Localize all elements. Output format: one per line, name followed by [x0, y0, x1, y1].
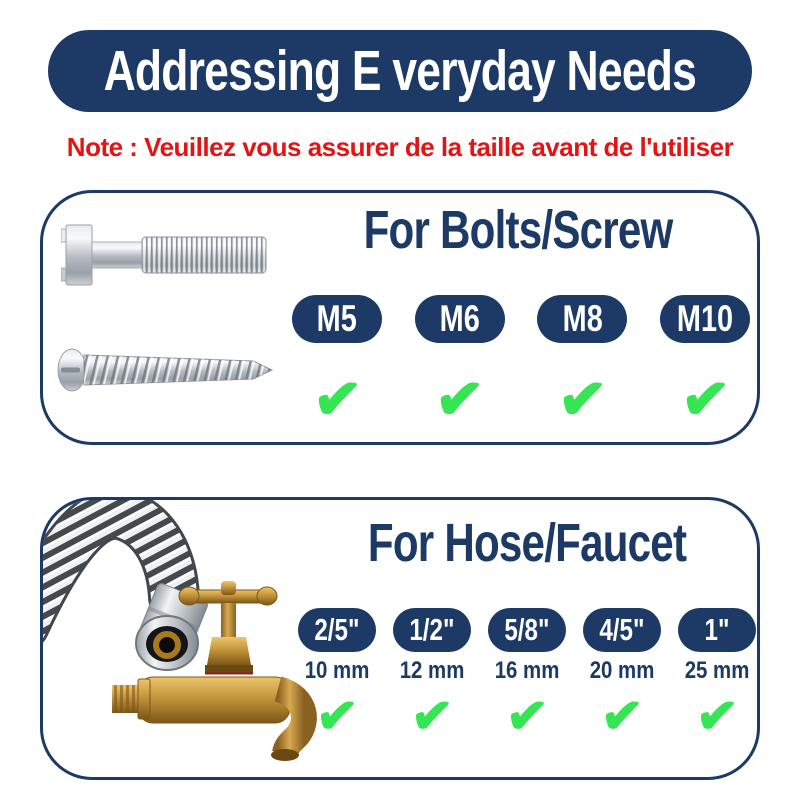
size-badge-label: M8 — [562, 298, 603, 339]
bolt-size-m8 — [530, 295, 634, 434]
pan-head-screw-icon — [57, 348, 277, 392]
size-badge-label: M6 — [439, 298, 480, 339]
size-badge — [393, 608, 471, 652]
hose-size-1-2in — [388, 608, 476, 746]
check-icon: ✔ — [310, 365, 364, 434]
hose-card-title — [288, 512, 760, 574]
bolt-size-m6 — [408, 295, 512, 434]
check-icon: ✔ — [433, 365, 487, 434]
check-icon: ✔ — [409, 686, 455, 746]
bolts-card-title — [278, 199, 758, 261]
check-icon: ✔ — [555, 365, 609, 434]
bolt-size-m10 — [653, 295, 757, 434]
note-line — [0, 132, 800, 163]
size-badge-label: 5/8" — [504, 612, 550, 647]
size-badge — [488, 608, 566, 652]
check-icon: ✔ — [678, 365, 732, 434]
mm-label: 10 mm — [304, 657, 370, 684]
size-badge — [292, 295, 382, 343]
check-icon: ✔ — [504, 686, 550, 746]
size-badge-label: 1" — [704, 612, 730, 647]
size-badge — [537, 295, 627, 343]
bolts-screw-card — [40, 190, 760, 445]
mm-label: 20 mm — [589, 657, 655, 684]
bolt-sizes-row — [285, 295, 757, 434]
check-icon: ✔ — [599, 686, 645, 746]
hose-size-2-5in — [293, 608, 381, 746]
hose-sizes-row — [293, 608, 760, 746]
size-badge-label: 2/5" — [314, 612, 360, 647]
bolts-card-title-text: For Bolts/Screw — [363, 200, 673, 260]
hose-card-title-text: For Hose/Faucet — [367, 513, 687, 573]
check-icon: ✔ — [314, 686, 360, 746]
size-badge — [298, 608, 376, 652]
size-badge — [678, 608, 756, 652]
size-badge-label: M5 — [316, 298, 358, 339]
note-text: Note : Veuillez vous assurer de la taille avant de l'utiliser — [66, 132, 734, 162]
mm-label: 25 mm — [684, 657, 750, 684]
header-banner — [48, 30, 752, 112]
size-badge-label: M10 — [676, 298, 734, 339]
size-badge — [415, 295, 505, 343]
hex-bolt-icon — [61, 223, 269, 287]
hose-size-4-5in — [578, 608, 666, 746]
mm-label: 16 mm — [494, 657, 560, 684]
size-badge-label: 4/5" — [599, 612, 645, 647]
check-icon: ✔ — [694, 686, 740, 746]
size-badge-label: 1/2" — [409, 612, 455, 647]
hose-size-5-8in — [483, 608, 571, 746]
size-badge — [583, 608, 661, 652]
page-title: Addressing E veryday Needs — [103, 39, 697, 103]
bolt-size-m5 — [285, 295, 389, 434]
hose-faucet-card — [40, 497, 760, 780]
mm-label: 12 mm — [399, 657, 465, 684]
size-badge — [660, 295, 750, 343]
hose-size-1in — [673, 608, 760, 746]
